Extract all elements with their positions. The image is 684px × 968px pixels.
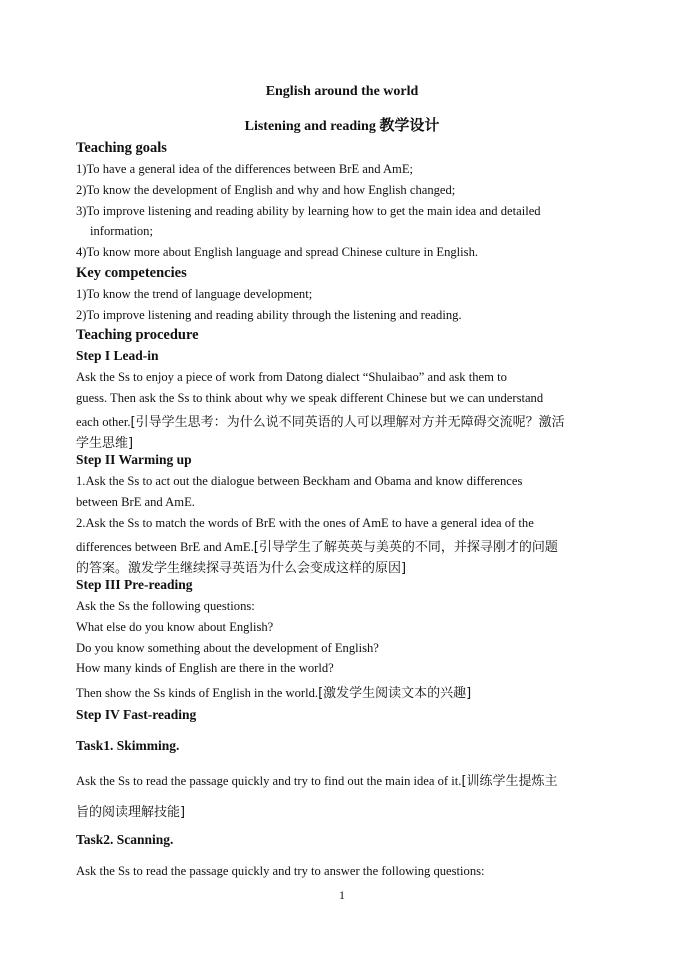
step3-question: Do you know something about the development of English? bbox=[76, 641, 379, 655]
step2-note-cn: [引导学生了解英英与美英的不同，并探寻刚才的问题 bbox=[253, 540, 558, 555]
step2-note-cn-cont: 的答案。激发学生继续探寻英语为什么会变成这样的原因] bbox=[76, 561, 407, 576]
task1-text-en: Ask the Ss to read the passage quickly and try to find out the main idea of it. bbox=[76, 774, 462, 788]
page-number: 1 bbox=[339, 888, 345, 902]
step2-text-en: differences between BrE and AmE. bbox=[76, 540, 254, 554]
doc-title-line1: English around the world bbox=[265, 84, 419, 99]
step3-heading: Step III Pre-reading bbox=[76, 577, 193, 592]
doc-title-line2 bbox=[0, 114, 684, 135]
step3-question: What else do you know about English? bbox=[76, 620, 274, 634]
step1-text-mixed bbox=[76, 411, 565, 430]
doc-title-cn: 教学设计 bbox=[379, 116, 440, 134]
task2-heading: Task2. Scanning. bbox=[76, 832, 174, 847]
task1-heading: Task1. Skimming. bbox=[76, 738, 180, 753]
step4-heading: Step IV Fast-reading bbox=[76, 707, 197, 722]
step3-text-en: Then show the Ss kinds of English in the world. bbox=[76, 686, 319, 700]
step3-text-mixed bbox=[76, 682, 471, 701]
step2-text: between BrE and AmE. bbox=[76, 495, 195, 509]
step1-heading: Step I Lead-in bbox=[76, 348, 159, 363]
step1-text: Ask the Ss to enjoy a piece of work from Datong dialect “Shulaibao” and ask them to bbox=[76, 370, 507, 384]
task1-note-cn: [训练学生提炼主 bbox=[461, 774, 558, 789]
teaching-goals-heading: Teaching goals bbox=[76, 140, 167, 156]
goal-item-continued: information; bbox=[90, 224, 153, 238]
key-competencies-heading: Key competencies bbox=[76, 265, 187, 281]
goal-item: 3)To improve listening and reading ability by learning how to get the main idea and detailed bbox=[76, 204, 541, 218]
step1-note-cn: [引导学生思考：为什么说不同英语的人可以理解对方并无障碍交流呢？激活 bbox=[130, 415, 565, 430]
doc-title-en: Listening and reading bbox=[244, 119, 380, 134]
step3-text: Ask the Ss the following questions: bbox=[76, 599, 255, 613]
task1-text-mixed bbox=[76, 770, 558, 789]
competency-item: 2)To improve listening and reading ability through the listening and reading. bbox=[76, 308, 462, 322]
teaching-procedure-heading: Teaching procedure bbox=[76, 327, 199, 343]
step1-text-en: each other. bbox=[76, 415, 131, 429]
task2-text: Ask the Ss to read the passage quickly and try to answer the following questions: bbox=[76, 864, 485, 878]
step3-question: How many kinds of English are there in the world? bbox=[76, 661, 334, 675]
step2-text-mixed bbox=[76, 536, 558, 555]
step1-text: guess. Then ask the Ss to think about why we speak different Chinese but we can understand bbox=[76, 391, 544, 405]
step2-heading: Step II Warming up bbox=[76, 452, 192, 467]
goal-item: 2)To know the development of English and why and how English changed; bbox=[76, 183, 456, 197]
goal-item: 4)To know more about English language and spread Chinese culture in English. bbox=[76, 245, 479, 259]
step3-note-cn: [激发学生阅读文本的兴趣] bbox=[318, 686, 472, 701]
goal-item: 1)To have a general idea of the differences between BrE and AmE; bbox=[76, 162, 414, 176]
step2-text: 2.Ask the Ss to match the words of BrE with the ones of AmE to have a general idea of the bbox=[76, 516, 534, 530]
step1-note-cn-cont: 学生思维] bbox=[76, 436, 134, 451]
task1-note-cn-cont: 旨的阅读理解技能] bbox=[76, 805, 186, 820]
competency-item: 1)To know the trend of language development; bbox=[76, 287, 313, 301]
step2-text: 1.Ask the Ss to act out the dialogue between Beckham and Obama and know differences bbox=[76, 474, 523, 488]
